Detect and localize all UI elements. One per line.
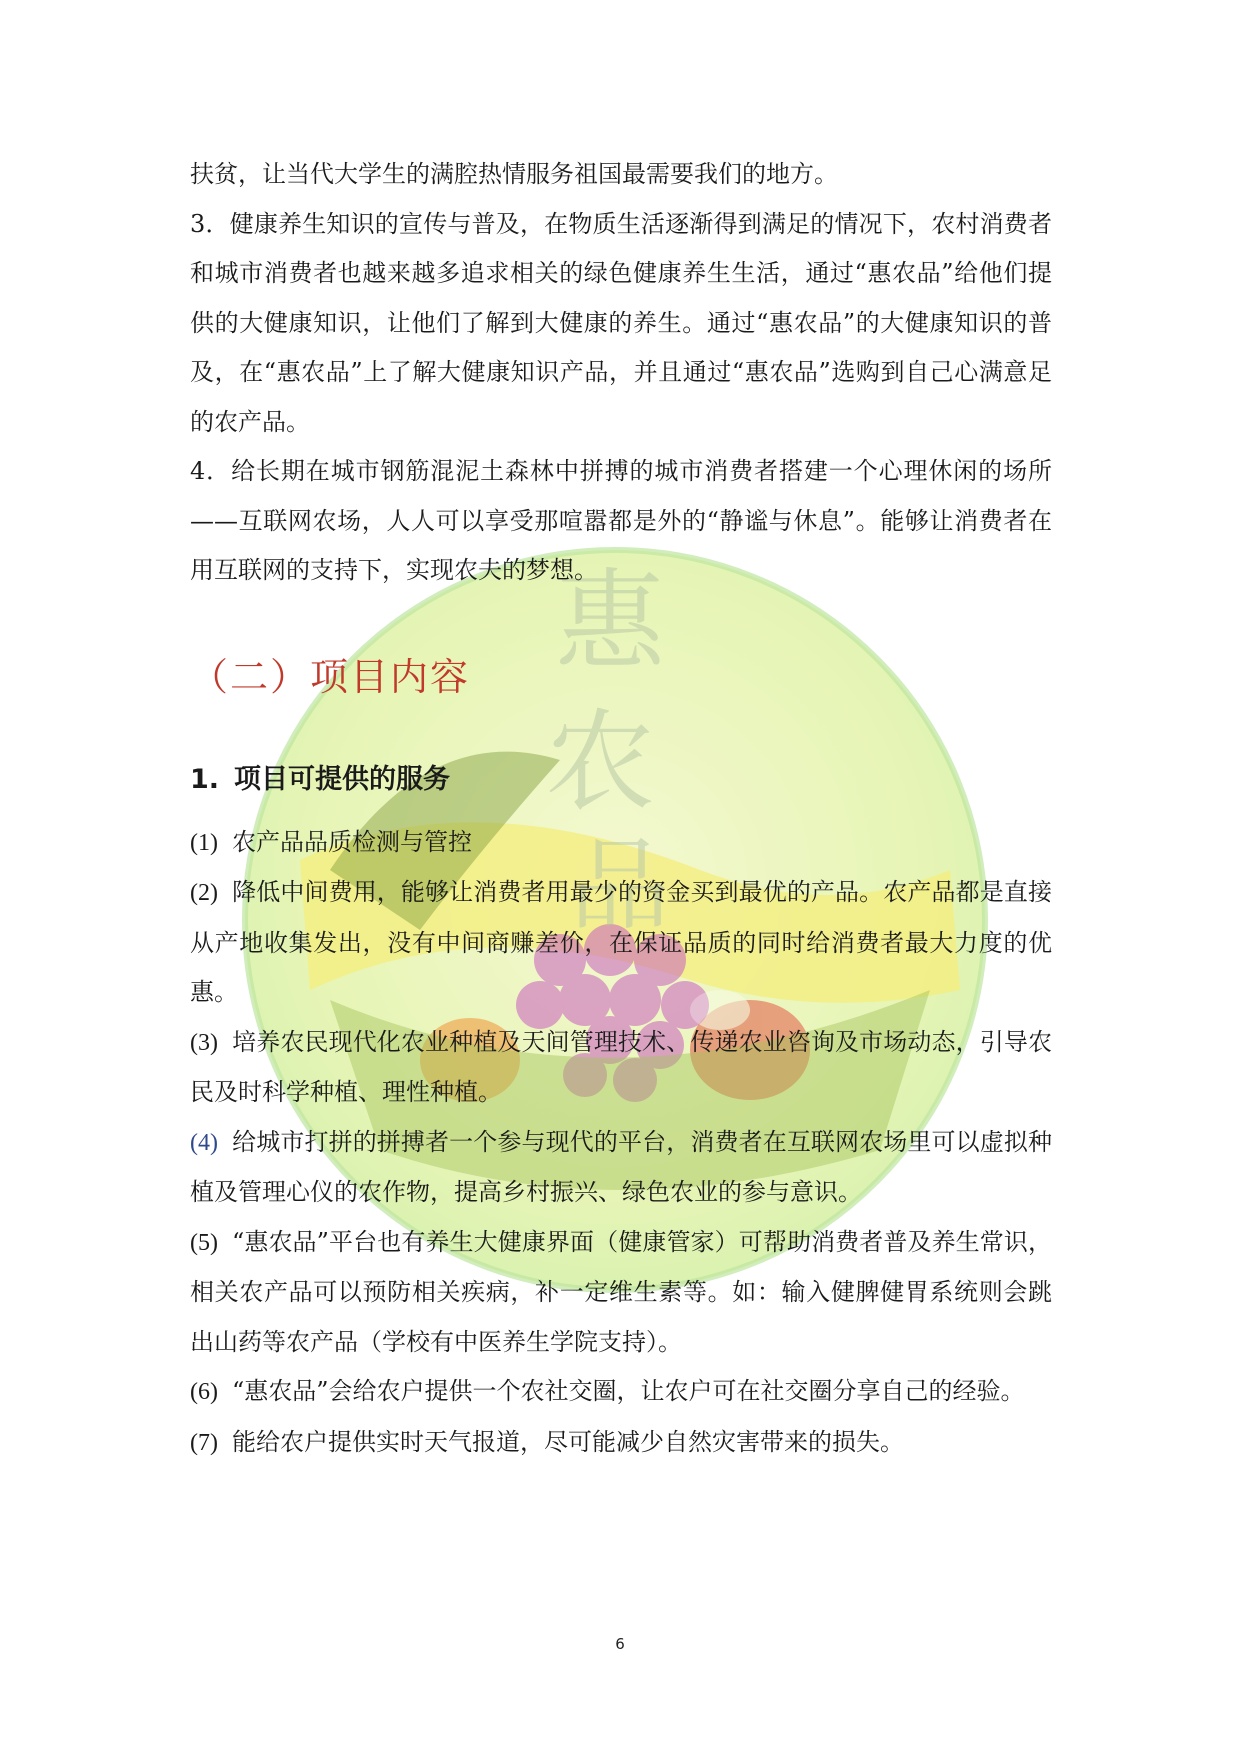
- service-item-5: [190, 1218, 1052, 1368]
- section-title: （二）项目内容: [190, 654, 471, 699]
- service-item-4: [190, 1118, 1052, 1218]
- item-text: “惠农品”平台也有养生大健康界面（健康管家）可帮助消费者普及养生常识，相关农产品可以预防相关疾病，补一定维生素等。如：输入健脾健胃系统则会跳出山药等农产品（学校有中医养生学院支持）。: [190, 1227, 1052, 1356]
- item-index: (7): [190, 1429, 218, 1456]
- item-text: 培养农民现代化农业种植及天间管理技术、传递农业咨询及市场动态，引导农民及时科学种植、理性种植。: [190, 1027, 1052, 1106]
- service-item-1: [190, 818, 1052, 869]
- item-text: 能给农户提供实时天气报道，尽可能减少自然灾害带来的损失。: [231, 1427, 904, 1456]
- service-item-3: [190, 1018, 1052, 1118]
- page-number: 6: [615, 1635, 625, 1653]
- service-item-2: [190, 868, 1052, 1018]
- item-text: 降低中间费用，能够让消费者用最少的资金买到最优的产品。农产品都是直接从产地收集发出，没有中间商赚差价，在保证品质的同时给消费者最大力度的优惠。: [190, 878, 1052, 1006]
- watermark-char-3: 品: [570, 827, 670, 944]
- item-text: “惠农品”会给农户提供一个农社交圈，让农户可在社交圈分享自己的经验。: [231, 1377, 1025, 1405]
- intro-paragraph-1: 扶贫，让当代大学生的满腔热情服务祖国最需要我们的地方。: [190, 160, 838, 188]
- watermark-char-2: 农: [545, 698, 655, 826]
- item-index: (3): [190, 1029, 218, 1056]
- item-text: 给城市打拼的拼搏者一个参与现代的平台，消费者在互联网农场里可以虚拟种植及管理心仪的农作物，提高乡村振兴、绿色农业的参与意识。: [190, 1127, 1052, 1206]
- watermark-char-1: 惠: [555, 558, 665, 686]
- service-item-7: [190, 1418, 1052, 1469]
- item-index: (2): [190, 880, 218, 906]
- subsection-number: 1.: [190, 763, 220, 795]
- subsection-heading: [190, 760, 1052, 800]
- intro-paragraph-3: 4．给长期在城市钢筋混泥土森林中拼搏的城市消费者搭建一个心理休闲的场所——互联网农场，人人可以享受那喧嚣都是外的“静谧与休息”。能够让消费者在用互联网的支持下，实现农夫的梦想。: [190, 457, 1052, 584]
- item-text: 农产品品质检测与管控: [231, 827, 472, 856]
- intro-paragraph-2: 3．健康养生知识的宣传与普及，在物质生活逐渐得到满足的情况下，农村消费者和城市消费者也越来越多追求相关的绿色健康养生生活，通过“惠农品”给他们提供的大健康知识，让他们了解到大健康的养生。通过“惠农品”的大健康知识的普及，在“惠农品”上了解大健康知识产品，并且通过“惠农品”选购到自己心满意足的农产品。: [190, 209, 1052, 436]
- item-index: (1): [190, 829, 218, 856]
- item-index: (4): [190, 1129, 218, 1156]
- service-item-6: [190, 1367, 1052, 1418]
- item-index: (5): [190, 1229, 218, 1256]
- subsection-title: 项目可提供的服务: [234, 763, 450, 795]
- item-index: (6): [190, 1379, 218, 1405]
- document-page: [190, 150, 1052, 1468]
